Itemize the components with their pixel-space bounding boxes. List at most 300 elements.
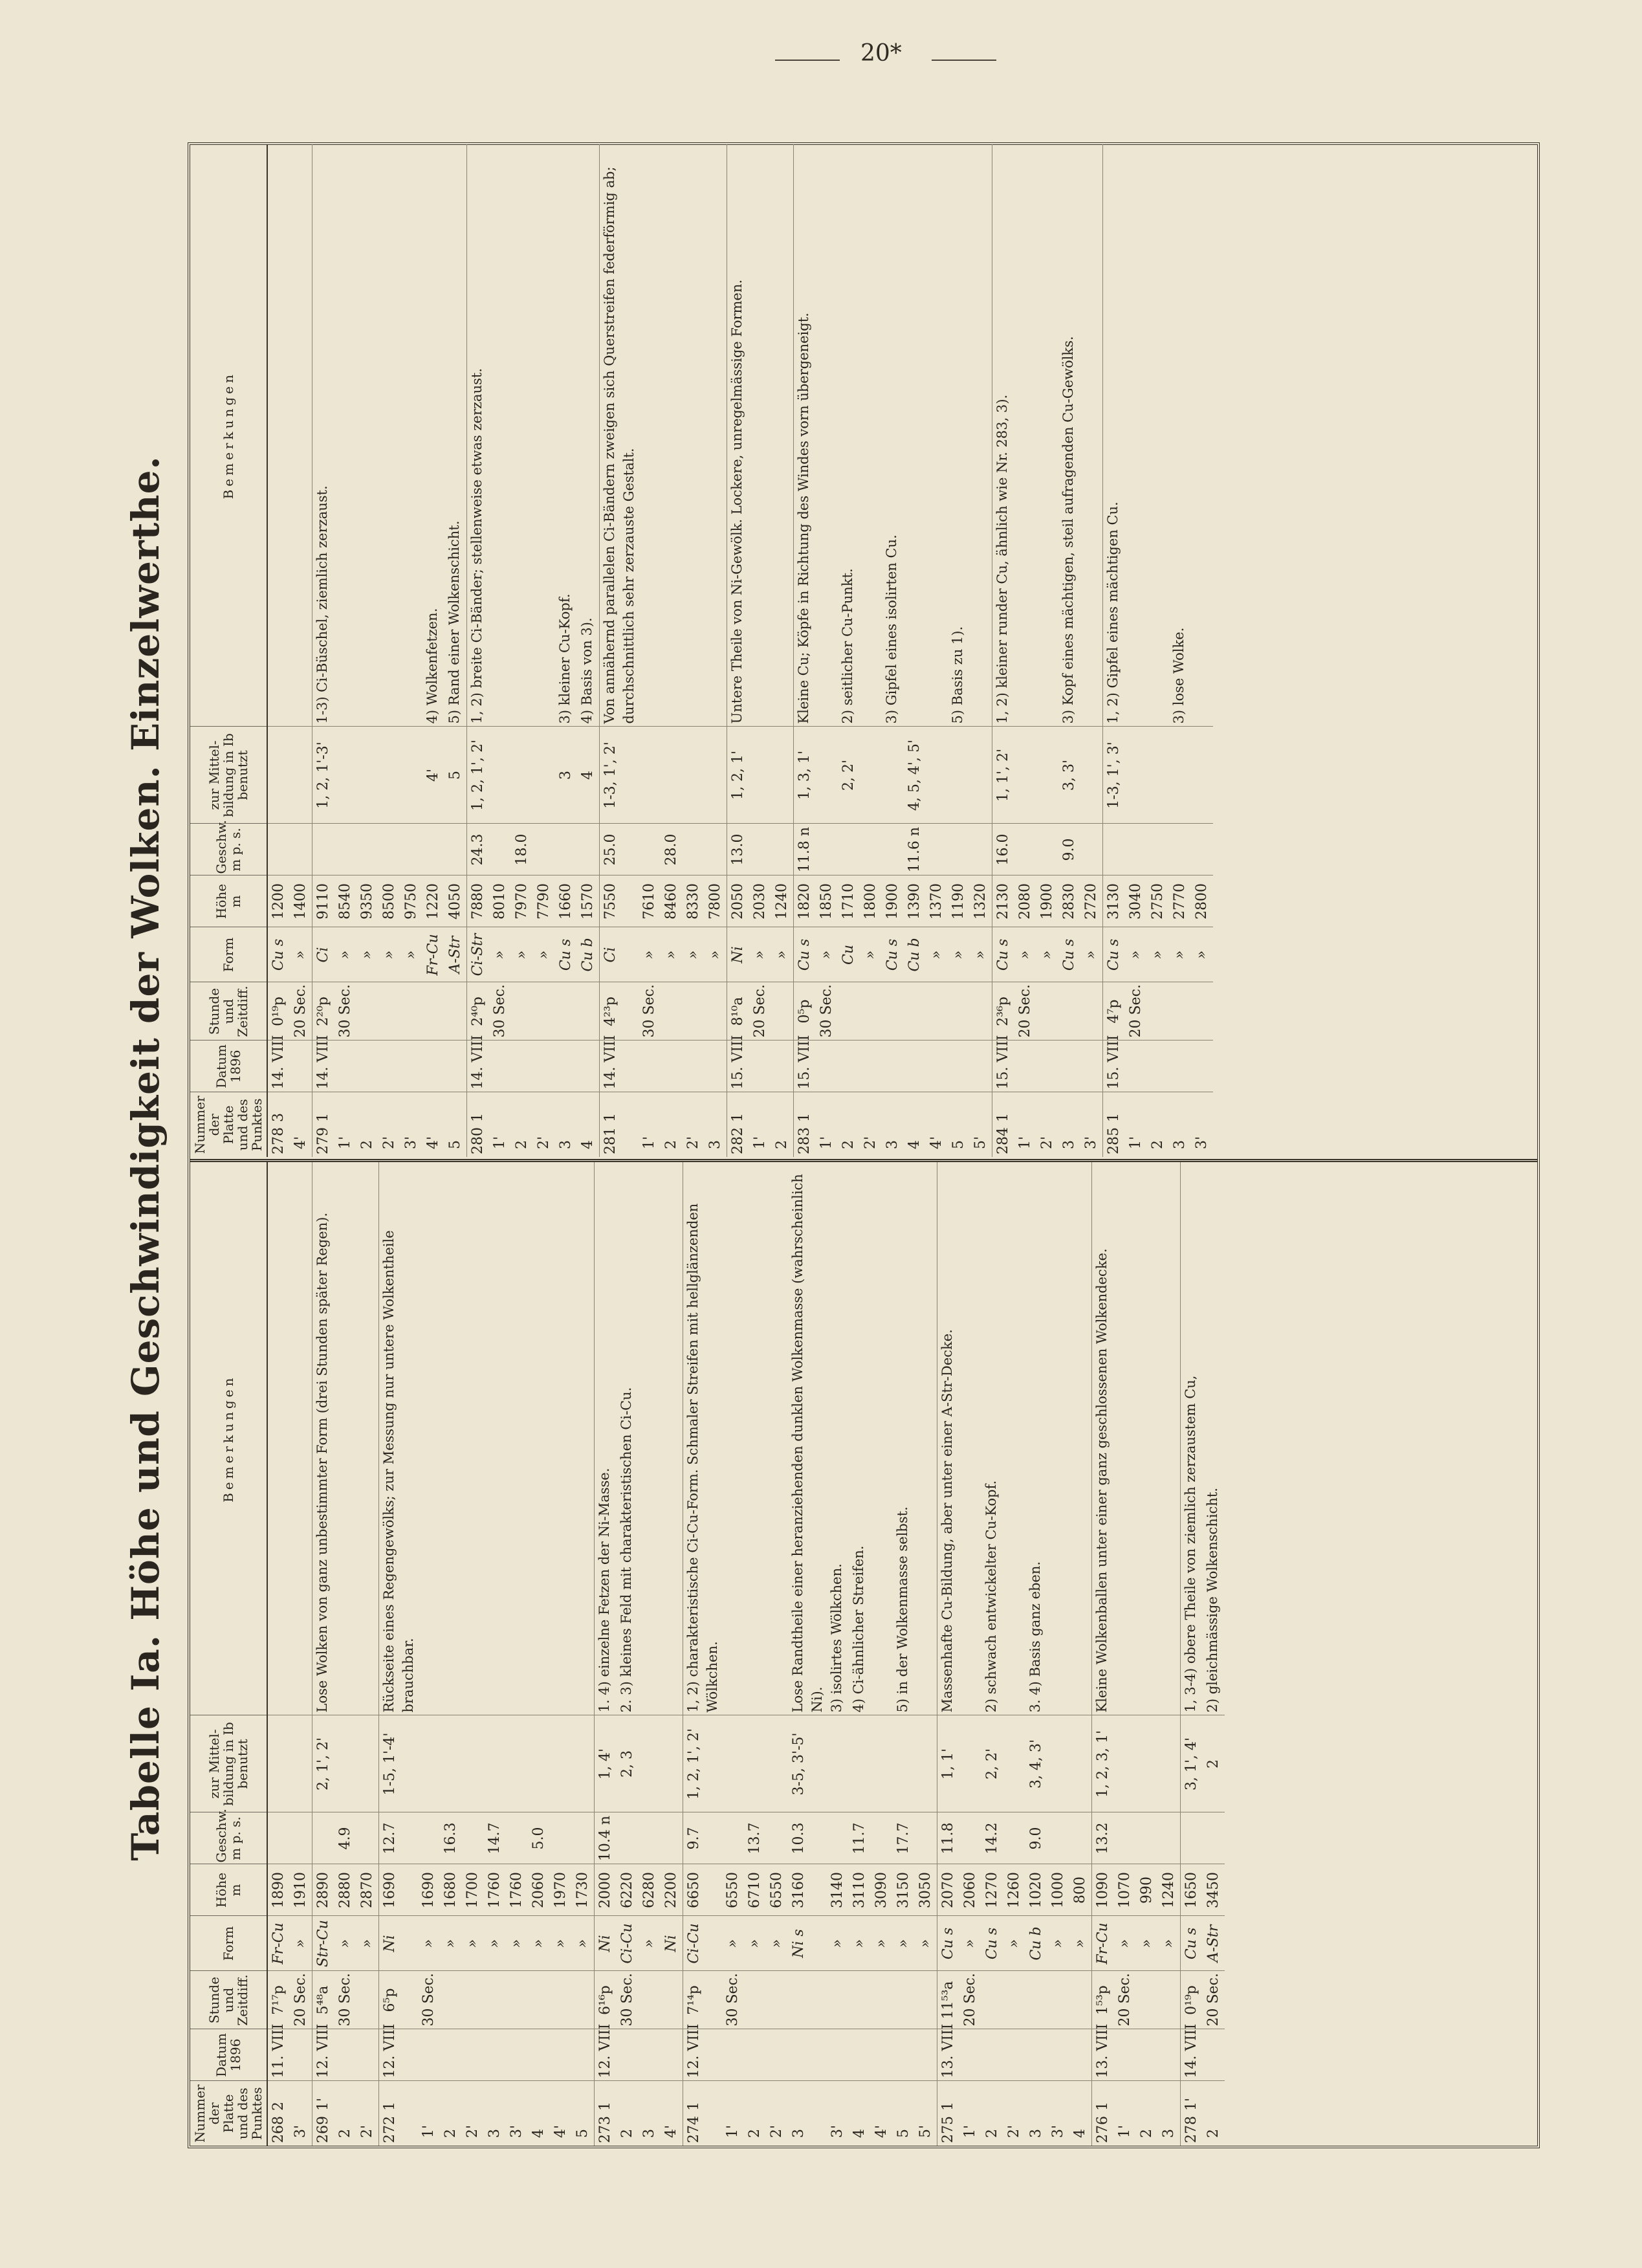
table-row bbox=[312, 144, 335, 1157]
point-number: 1 bbox=[1095, 2102, 1111, 2111]
cell-mittel: 2 bbox=[1203, 1715, 1225, 1812]
cell-hoehe: 7880 bbox=[467, 875, 490, 927]
cell-bemerkung: Massenhafte Cu-Bildung, aber unter einer A-Str-Decke. bbox=[937, 1162, 960, 1715]
cell-datum bbox=[400, 1040, 422, 1092]
cell-geschw bbox=[1169, 824, 1191, 875]
point-number: 5 bbox=[895, 2129, 912, 2138]
table-row bbox=[766, 1162, 788, 2146]
cell-geschw bbox=[959, 1812, 981, 1864]
cell-bemerkung bbox=[334, 1162, 356, 1715]
cell-stunde: 6⁵p bbox=[379, 1971, 419, 2029]
cell-datum bbox=[1058, 1040, 1080, 1092]
point-number: 2' bbox=[536, 1136, 552, 1149]
point-number: 1 bbox=[315, 1113, 331, 1122]
cell-datum bbox=[860, 1040, 882, 1092]
table-row bbox=[550, 1162, 572, 2146]
point-number: 1 bbox=[470, 1113, 486, 1122]
cell-bemerkung bbox=[1191, 144, 1213, 727]
cell-form: Cu b bbox=[904, 927, 926, 982]
cell-stunde bbox=[970, 982, 992, 1040]
cell-datum bbox=[1080, 1040, 1103, 1092]
point-number: 3' bbox=[1083, 1136, 1099, 1149]
cell-stunde bbox=[827, 1971, 849, 2029]
point-number: 1' bbox=[1117, 2124, 1133, 2138]
cell-hoehe: 1200 bbox=[267, 875, 290, 927]
cell-nummer bbox=[550, 2081, 572, 2146]
cell-stunde bbox=[744, 1971, 766, 2029]
cell-geschw bbox=[915, 1812, 937, 1864]
cell-form: Str-Cu bbox=[312, 1916, 335, 1971]
cell-mittel bbox=[661, 727, 683, 824]
point-number: 3 bbox=[707, 1140, 723, 1149]
cell-stunde bbox=[871, 1971, 893, 2029]
point-number: 2 bbox=[270, 2102, 287, 2111]
table-row bbox=[882, 144, 904, 1157]
cell-nummer bbox=[506, 2081, 528, 2146]
cell-form: » bbox=[771, 927, 794, 982]
point-number: 1 bbox=[995, 1113, 1011, 1122]
cell-nummer bbox=[639, 1092, 661, 1157]
cell-stunde bbox=[506, 1971, 528, 2029]
cell-stunde bbox=[926, 982, 948, 1040]
cell-bemerkung: 2. 3) kleines Feld mit charakteristischen Ci-Cu. bbox=[618, 1387, 634, 1713]
cell-mittel bbox=[893, 1715, 915, 1812]
cell-stunde: 4⁷p bbox=[1103, 982, 1126, 1040]
cell-nummer bbox=[440, 2081, 462, 2146]
cell-stunde: 30 Sec. bbox=[334, 982, 356, 1040]
cell-hoehe: 6650 bbox=[683, 1864, 723, 1916]
plate-number: 273 bbox=[597, 2116, 613, 2143]
cell-bemerkung bbox=[356, 1162, 379, 1715]
table-row bbox=[915, 1162, 937, 2146]
cell-datum bbox=[617, 2029, 639, 2081]
point-number: 4 bbox=[531, 2129, 547, 2138]
cell-bemerkung: 1, 2) charakteristische Ci-Cu-Form. Schmaler Streifen mit hellglänzenden Wölkchen. bbox=[683, 1162, 723, 1715]
table-row bbox=[1003, 1162, 1025, 2146]
cell-bemerkung bbox=[290, 1162, 312, 1715]
cell-geschw bbox=[1014, 824, 1036, 875]
cell-stunde: 11⁵³a bbox=[937, 1971, 960, 2029]
cell-form: Fr-Cu bbox=[422, 927, 444, 982]
cell-mittel bbox=[489, 727, 511, 824]
cell-mittel bbox=[484, 1715, 506, 1812]
cell-bemerkung: Rückseite eines Regengewölks; zur Messung nur untere Wolkentheile brauchbar. bbox=[379, 1162, 419, 1715]
header-nummer: Nummer der Platte und des Punktes bbox=[190, 2081, 267, 2146]
cell-stunde bbox=[1169, 982, 1191, 1040]
header-geschw: Geschw. m p. s. bbox=[190, 1812, 267, 1864]
cell-nummer bbox=[683, 1092, 705, 1157]
cell-nummer bbox=[827, 2081, 849, 2146]
cell-geschw bbox=[1125, 824, 1147, 875]
cell-datum bbox=[334, 2029, 356, 2081]
cell-hoehe: 3110 bbox=[849, 1864, 871, 1916]
cell-mittel bbox=[959, 1715, 981, 1812]
cell-nummer bbox=[444, 1092, 467, 1157]
cell-stunde bbox=[528, 1971, 550, 2029]
cell-hoehe: 1090 bbox=[1092, 1864, 1115, 1916]
point-number: 3 bbox=[884, 1140, 901, 1149]
cell-form: Ni bbox=[661, 1916, 683, 1971]
cell-geschw bbox=[926, 824, 948, 875]
point-number: 4 bbox=[580, 1140, 596, 1149]
cell-stunde bbox=[356, 1971, 379, 2029]
cell-hoehe: 3160 bbox=[788, 1864, 827, 1916]
cell-mittel bbox=[334, 727, 356, 824]
cell-hoehe: 2880 bbox=[334, 1864, 356, 1916]
cell-hoehe: 8010 bbox=[489, 875, 511, 927]
cell-mittel: 1, 1', 2' bbox=[992, 727, 1015, 824]
cell-nummer bbox=[467, 1092, 490, 1157]
cell-datum bbox=[838, 1040, 860, 1092]
table-row bbox=[788, 1162, 827, 2146]
data-table-right bbox=[190, 144, 1213, 1157]
header-bemerkungen: Bemerkungen bbox=[190, 1162, 267, 1715]
point-number: 3 bbox=[791, 2129, 807, 2138]
point-number: 3' bbox=[1194, 1136, 1210, 1149]
cell-stunde: 4²³p bbox=[600, 982, 639, 1040]
point-number: 3 bbox=[1161, 2129, 1177, 2138]
cell-bemerkung bbox=[1069, 1162, 1092, 1715]
plate-number: 281 bbox=[602, 1127, 618, 1154]
cell-hoehe: 8460 bbox=[661, 875, 683, 927]
cell-datum: 12. VIII bbox=[379, 2029, 419, 2081]
cell-bemerkung: 2) schwach entwickelter Cu-Kopf. bbox=[983, 1480, 999, 1713]
plate-number: 276 bbox=[1095, 2116, 1111, 2143]
header-nummer: Nummer der Platte und des Punktes bbox=[190, 1092, 267, 1157]
cell-form: » bbox=[1047, 1916, 1069, 1971]
cell-mittel bbox=[1136, 1715, 1158, 1812]
cell-mittel bbox=[356, 1715, 379, 1812]
cell-nummer bbox=[312, 2081, 335, 2146]
table-row bbox=[722, 1162, 744, 2146]
cell-form: » bbox=[1069, 1916, 1092, 1971]
cell-nummer bbox=[788, 2081, 827, 2146]
cell-hoehe: 9350 bbox=[356, 875, 378, 927]
cell-form: » bbox=[1125, 927, 1147, 982]
cell-form: Cu b bbox=[577, 927, 600, 982]
cell-datum bbox=[661, 1040, 683, 1092]
cell-form: » bbox=[418, 1916, 440, 1971]
cell-nummer bbox=[1169, 1092, 1191, 1157]
cell-nummer bbox=[970, 1092, 992, 1157]
cell-stunde bbox=[683, 982, 705, 1040]
cell-hoehe: 6550 bbox=[722, 1864, 744, 1916]
cell-geschw: 11.7 bbox=[849, 1812, 871, 1864]
point-number: 1 bbox=[796, 1113, 813, 1122]
point-number: 5 bbox=[950, 1140, 967, 1149]
cell-mittel bbox=[722, 1715, 744, 1812]
cell-geschw: 16.3 bbox=[440, 1812, 462, 1864]
plate-number: 278 bbox=[1183, 2116, 1199, 2143]
cell-mittel bbox=[749, 727, 771, 824]
cell-mittel bbox=[1003, 1715, 1025, 1812]
cell-bemerkung bbox=[639, 1162, 661, 1715]
cell-hoehe: 3140 bbox=[827, 1864, 849, 1916]
table-row bbox=[959, 1162, 981, 2146]
cell-mittel: 1, 3, 1' bbox=[794, 727, 816, 824]
cell-stunde bbox=[893, 1971, 915, 2029]
table-row bbox=[462, 1162, 484, 2146]
cell-nummer bbox=[1136, 2081, 1158, 2146]
cell-nummer bbox=[661, 2081, 683, 2146]
cell-mittel: 4, 5, 4', 5' bbox=[904, 727, 926, 824]
point-number: 4' bbox=[928, 1136, 945, 1149]
cell-stunde bbox=[484, 1971, 506, 2029]
cell-datum bbox=[444, 1040, 467, 1092]
cell-mittel: 2, 1', 2' bbox=[312, 1715, 335, 1812]
cell-stunde bbox=[788, 1971, 827, 2029]
cell-datum: 12. VIII bbox=[595, 2029, 617, 2081]
cell-stunde: 2²⁰p bbox=[312, 982, 335, 1040]
table-row bbox=[600, 144, 639, 1157]
cell-stunde bbox=[838, 982, 860, 1040]
header-bemerkungen: Bemerkungen bbox=[190, 144, 267, 727]
cell-form: » bbox=[1169, 927, 1191, 982]
header-hoehe: Höhe m bbox=[190, 875, 267, 927]
cell-geschw: 9.0 bbox=[1025, 1812, 1047, 1864]
point-number: 2' bbox=[769, 2124, 785, 2138]
point-number: 2 bbox=[619, 2129, 635, 2138]
cell-mittel bbox=[267, 727, 290, 824]
cell-geschw bbox=[356, 824, 378, 875]
cell-form: » bbox=[948, 927, 970, 982]
cell-bemerkung: 5) Rand einer Wolkenschicht. bbox=[446, 520, 462, 724]
cell-mittel bbox=[926, 727, 948, 824]
cell-bemerkung bbox=[267, 144, 290, 727]
plate-number: 283 bbox=[796, 1127, 813, 1154]
point-number: 1 bbox=[382, 2102, 398, 2111]
cell-nummer bbox=[1092, 2081, 1115, 2146]
cell-form: » bbox=[550, 1916, 572, 1971]
cell-mittel bbox=[639, 1715, 661, 1812]
cell-stunde: 0¹⁹p bbox=[267, 982, 290, 1040]
cell-nummer bbox=[1158, 2081, 1181, 2146]
cell-bemerkung bbox=[572, 1162, 595, 1715]
cell-stunde: 30 Sec. bbox=[334, 1971, 356, 2029]
cell-hoehe: 8500 bbox=[378, 875, 400, 927]
cell-stunde: 20 Sec. bbox=[290, 982, 312, 1040]
cell-datum bbox=[462, 2029, 484, 2081]
cell-hoehe: 2130 bbox=[992, 875, 1015, 927]
cell-bemerkung bbox=[334, 144, 356, 727]
cell-bemerkung bbox=[1147, 144, 1169, 727]
plate-number: 284 bbox=[995, 1127, 1011, 1154]
cell-bemerkung: 1. 4) einzelne Fetzen der Ni-Masse. bbox=[595, 1162, 617, 1715]
cell-bemerkung bbox=[661, 144, 683, 727]
cell-hoehe: 4050 bbox=[444, 875, 467, 927]
cell-geschw: 14.7 bbox=[484, 1812, 506, 1864]
cell-hoehe: 1800 bbox=[860, 875, 882, 927]
cell-mittel bbox=[506, 1715, 528, 1812]
cell-bemerkung bbox=[926, 144, 948, 727]
cell-geschw bbox=[550, 1812, 572, 1864]
table-row bbox=[661, 144, 683, 1157]
plate-number: 269 bbox=[315, 2116, 331, 2143]
table-header-left bbox=[190, 1162, 267, 2146]
cell-bemerkung: Kleine Wolkenballen unter einer ganz geschlossenen Wolkendecke. bbox=[1092, 1162, 1115, 1715]
cell-mittel bbox=[528, 1715, 550, 1812]
cell-geschw bbox=[290, 1812, 312, 1864]
cell-nummer bbox=[617, 2081, 639, 2146]
cell-bemerkung bbox=[766, 1162, 788, 1715]
cell-form: Fr-Cu bbox=[1092, 1916, 1115, 1971]
table-row bbox=[400, 144, 422, 1157]
cell-form: » bbox=[290, 1916, 312, 1971]
cell-form: Fr-Cu bbox=[267, 1916, 290, 1971]
point-number: 2 bbox=[840, 1140, 857, 1149]
cell-hoehe: 1700 bbox=[462, 1864, 484, 1916]
cell-mittel bbox=[1158, 1715, 1181, 1812]
cell-bemerkung bbox=[1003, 1162, 1025, 1715]
cell-bemerkung bbox=[1036, 144, 1058, 727]
table-row bbox=[1203, 1162, 1225, 2146]
cell-geschw bbox=[705, 824, 727, 875]
cell-hoehe: 6220 bbox=[617, 1864, 639, 1916]
cell-stunde bbox=[555, 982, 577, 1040]
table-row bbox=[727, 144, 750, 1157]
cell-bemerkung bbox=[550, 1162, 572, 1715]
cell-form: » bbox=[400, 927, 422, 982]
table-row bbox=[572, 1162, 595, 2146]
cell-datum: 13. VIII bbox=[937, 2029, 960, 2081]
cell-datum bbox=[356, 2029, 379, 2081]
cell-form: » bbox=[1080, 927, 1103, 982]
cell-stunde: 20 Sec. bbox=[1125, 982, 1147, 1040]
cell-nummer bbox=[683, 2081, 723, 2146]
table-row bbox=[334, 144, 356, 1157]
cell-mittel bbox=[267, 1715, 290, 1812]
cell-geschw bbox=[722, 1812, 744, 1864]
cell-hoehe: 6710 bbox=[744, 1864, 766, 1916]
cell-bemerkung: 3) isolirtes Wölkchen. bbox=[829, 1563, 844, 1713]
point-number: 3 bbox=[1061, 1140, 1077, 1149]
cell-mittel: 3 bbox=[555, 727, 577, 824]
cell-datum bbox=[882, 1040, 904, 1092]
cell-geschw: 24.3 bbox=[467, 824, 490, 875]
cell-bemerkung bbox=[1125, 144, 1147, 727]
cell-geschw bbox=[1147, 824, 1169, 875]
cell-nummer bbox=[533, 1092, 555, 1157]
cell-form: A-Str bbox=[1203, 1916, 1225, 1971]
cell-hoehe: 2070 bbox=[937, 1864, 960, 1916]
cell-stunde bbox=[356, 982, 378, 1040]
cell-form: » bbox=[722, 1916, 744, 1971]
cell-mittel: 1, 2, 1', 2' bbox=[683, 1715, 723, 1812]
table-row bbox=[1080, 144, 1103, 1157]
point-number: 1 bbox=[730, 1113, 746, 1122]
cell-bemerkung bbox=[511, 144, 533, 727]
table-row bbox=[992, 144, 1015, 1157]
cell-form: Cu s bbox=[882, 927, 904, 982]
cell-nummer bbox=[555, 1092, 577, 1157]
cell-form: » bbox=[683, 927, 705, 982]
cell-bemerkung: Lose Randtheile einer heranziehenden dunklen Wolkenmasse (wahrscheinlich Ni). bbox=[790, 1174, 825, 1713]
point-number: 4' bbox=[663, 2124, 679, 2138]
table-row bbox=[506, 1162, 528, 2146]
table-row bbox=[744, 1162, 766, 2146]
cell-datum bbox=[1191, 1040, 1213, 1092]
cell-geschw bbox=[555, 824, 577, 875]
table-row bbox=[838, 144, 860, 1157]
cell-form: » bbox=[871, 1916, 893, 1971]
point-number: 5' bbox=[972, 1136, 989, 1149]
table-row bbox=[683, 144, 705, 1157]
cell-stunde: 20 Sec. bbox=[1014, 982, 1036, 1040]
cell-hoehe: 2030 bbox=[749, 875, 771, 927]
cell-datum bbox=[893, 2029, 915, 2081]
cell-hoehe: 1570 bbox=[577, 875, 600, 927]
cell-stunde bbox=[1147, 982, 1169, 1040]
cell-mittel bbox=[1047, 1715, 1069, 1812]
point-number: 3 bbox=[1028, 2129, 1044, 2138]
header-hoehe: Höhe m bbox=[190, 1864, 267, 1916]
cell-stunde bbox=[378, 982, 400, 1040]
point-number: 2 bbox=[359, 1140, 375, 1149]
cell-bemerkung: 4) Wolkenfetzen. bbox=[424, 608, 440, 724]
cell-nummer bbox=[838, 1092, 860, 1157]
cell-datum bbox=[683, 1040, 705, 1092]
cell-bemerkung: Von annähernd parallelen Ci-Bändern zweigen sich Querstreifen federförmig ab; durchschnittlich sehr zerzauste Gestalt. bbox=[600, 144, 639, 727]
cell-datum bbox=[418, 2029, 440, 2081]
cell-form: » bbox=[1158, 1916, 1181, 1971]
cell-mittel: 1, 2, 1'-3' bbox=[312, 727, 335, 824]
cell-hoehe: 8330 bbox=[683, 875, 705, 927]
point-number: 1' bbox=[492, 1136, 508, 1149]
cell-mittel bbox=[639, 727, 661, 824]
cell-form: » bbox=[661, 927, 683, 982]
cell-hoehe: 1400 bbox=[290, 875, 312, 927]
cell-bemerkung bbox=[1136, 1162, 1158, 1715]
cell-nummer bbox=[511, 1092, 533, 1157]
cell-hoehe: 2000 bbox=[595, 1864, 617, 1916]
cell-form: » bbox=[290, 927, 312, 982]
point-number: 2 bbox=[774, 1140, 790, 1149]
point-number: 1' bbox=[641, 1136, 657, 1149]
cell-nummer bbox=[400, 1092, 422, 1157]
cell-geschw bbox=[617, 1812, 639, 1864]
cell-nummer bbox=[595, 2081, 617, 2146]
cell-bemerkung bbox=[462, 1162, 484, 1715]
cell-nummer bbox=[334, 2081, 356, 2146]
cell-stunde bbox=[511, 982, 533, 1040]
cell-nummer bbox=[356, 2081, 379, 2146]
cell-geschw bbox=[462, 1812, 484, 1864]
table-row bbox=[1158, 1162, 1181, 2146]
table-row bbox=[1047, 1162, 1069, 2146]
cell-form: » bbox=[1036, 927, 1058, 982]
cell-hoehe: 1730 bbox=[572, 1864, 595, 1916]
table-row bbox=[378, 144, 400, 1157]
table-row bbox=[1036, 144, 1058, 1157]
cell-bemerkung: Kleine Cu; Köpfe in Richtung des Windes vorn übergeneigt. bbox=[794, 144, 816, 727]
table-body-left bbox=[267, 1162, 1225, 2146]
cell-form: » bbox=[849, 1916, 871, 1971]
cell-datum bbox=[1169, 1040, 1191, 1092]
cell-stunde: 30 Sec. bbox=[418, 1971, 440, 2029]
cell-nummer bbox=[290, 2081, 312, 2146]
cell-datum bbox=[1158, 2029, 1181, 2081]
table-row bbox=[418, 1162, 440, 2146]
cell-datum: 15. VIII bbox=[794, 1040, 816, 1092]
plate-number: 268 bbox=[270, 2116, 287, 2143]
cell-mittel: 1, 2, 1', 2' bbox=[467, 727, 490, 824]
cell-datum bbox=[904, 1040, 926, 1092]
cell-form: Ni bbox=[595, 1916, 617, 1971]
cell-mittel bbox=[418, 1715, 440, 1812]
cell-geschw: 11.6 n bbox=[904, 824, 926, 875]
cell-datum bbox=[1069, 2029, 1092, 2081]
table-row bbox=[489, 144, 511, 1157]
